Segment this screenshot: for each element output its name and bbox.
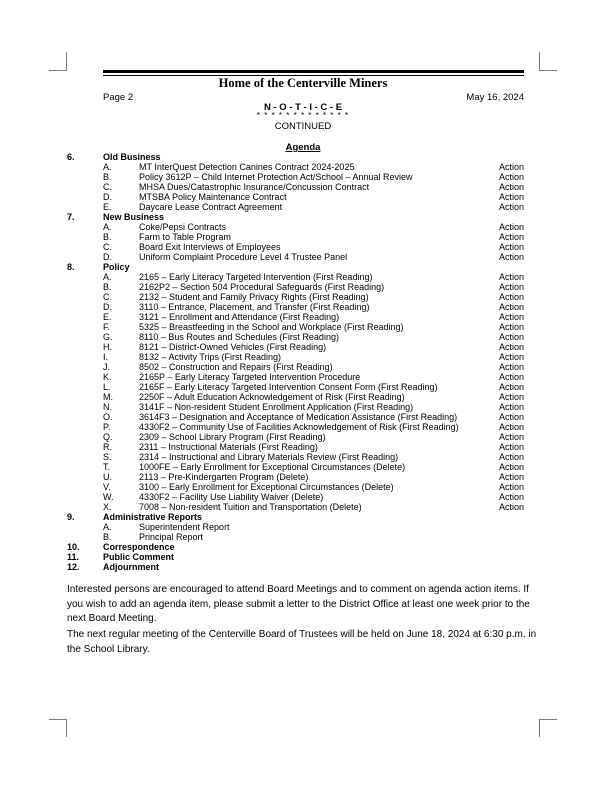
item-action: Action bbox=[499, 462, 525, 472]
item-action: Action bbox=[499, 442, 525, 452]
item-action: Action bbox=[499, 352, 525, 362]
item-text: Board Exit Interviews of Employees bbox=[139, 242, 281, 252]
item-letter: C. bbox=[103, 182, 112, 192]
agenda-item bbox=[0, 392, 606, 402]
item-action: Action bbox=[499, 492, 525, 502]
agenda-item bbox=[0, 522, 606, 532]
item-text: MTSBA Policy Maintenance Contract bbox=[139, 192, 287, 202]
agenda-section bbox=[0, 562, 606, 572]
item-letter: V. bbox=[103, 482, 111, 492]
item-action: Action bbox=[499, 312, 525, 322]
section-number: 6. bbox=[67, 152, 75, 162]
agenda-heading: Agenda bbox=[285, 142, 321, 153]
item-letter: A. bbox=[103, 522, 112, 532]
crop-mark-top-right-v bbox=[539, 52, 540, 70]
item-letter: O. bbox=[103, 412, 113, 422]
section-title: Policy bbox=[103, 262, 130, 272]
item-letter: B. bbox=[103, 172, 112, 182]
meeting-date: May 16, 2024 bbox=[466, 92, 524, 103]
section-title: Adjournment bbox=[103, 562, 159, 572]
agenda-item bbox=[0, 182, 606, 192]
agenda-item bbox=[0, 292, 606, 302]
item-letter: T. bbox=[103, 462, 111, 472]
item-action: Action bbox=[499, 302, 525, 312]
item-text: 2165F – Early Literacy Targeted Intervention Consent Form (First Reading) bbox=[139, 382, 438, 392]
item-letter: E. bbox=[103, 202, 112, 212]
item-letter: A. bbox=[103, 162, 112, 172]
item-text: 8132 – Activity Trips (First Reading) bbox=[139, 352, 282, 362]
document-title: Home of the Centerville Miners bbox=[218, 76, 388, 90]
item-text: Coke/Pepsi Contracts bbox=[139, 222, 227, 232]
agenda-item bbox=[0, 452, 606, 462]
agenda-section bbox=[0, 212, 606, 222]
item-letter: C. bbox=[103, 292, 112, 302]
item-action: Action bbox=[499, 292, 525, 302]
agenda-item bbox=[0, 472, 606, 482]
item-letter: B. bbox=[103, 232, 112, 242]
agenda-item bbox=[0, 362, 606, 372]
item-text: 5325 – Breastfeeding in the School and Workplace (First Reading) bbox=[139, 322, 404, 332]
agenda-section bbox=[0, 552, 606, 562]
item-letter: M. bbox=[103, 392, 113, 402]
item-text: 3614F3 – Designation and Acceptance of Medication Assistance (First Reading) bbox=[139, 412, 458, 422]
item-action: Action bbox=[499, 472, 525, 482]
item-letter: B. bbox=[103, 532, 112, 542]
crop-mark-top-left-h bbox=[49, 70, 67, 71]
item-text: 2314 – Instructional and Library Materials Review (First Reading) bbox=[139, 452, 399, 462]
item-action: Action bbox=[499, 202, 525, 212]
agenda-item bbox=[0, 232, 606, 242]
item-letter: U. bbox=[103, 472, 112, 482]
item-letter: A. bbox=[103, 272, 112, 282]
item-text: Uniform Complaint Procedure Level 4 Trustee Panel bbox=[139, 252, 348, 262]
section-title: Administrative Reports bbox=[103, 512, 203, 522]
agenda-item bbox=[0, 412, 606, 422]
agenda-item bbox=[0, 352, 606, 362]
section-title: Correspondence bbox=[103, 542, 175, 552]
item-text: 8502 – Construction and Repairs (First Reading) bbox=[139, 362, 333, 372]
agenda-item bbox=[0, 382, 606, 392]
agenda-item bbox=[0, 222, 606, 232]
notice-heading: N - O - T - I - C - E bbox=[263, 102, 343, 113]
section-number: 8. bbox=[67, 262, 75, 272]
item-text: 8121 – District-Owned Vehicles (First Reading) bbox=[139, 342, 327, 352]
item-text: 2113 – Pre-Kindergarten Program (Delete) bbox=[139, 472, 309, 482]
section-title: Old Business bbox=[103, 152, 161, 162]
agenda-item bbox=[0, 272, 606, 282]
agenda-item bbox=[0, 202, 606, 212]
agenda-item bbox=[0, 502, 606, 512]
item-text: 2311 – Instructional Materials (First Reading) bbox=[139, 442, 318, 452]
item-text: 2250F – Adult Education Acknowledgement of Risk (First Reading) bbox=[139, 392, 405, 402]
item-letter: C. bbox=[103, 242, 112, 252]
item-letter: S. bbox=[103, 452, 112, 462]
item-action: Action bbox=[499, 192, 525, 202]
agenda-item bbox=[0, 372, 606, 382]
agenda-item bbox=[0, 422, 606, 432]
item-action: Action bbox=[499, 282, 525, 292]
footer-paragraph-attend: Interested persons are encouraged to attend Board Meetings and to comment on agenda action items. If you wish to add an agenda item, please submit a letter to the District Office at least one week prior to the next Board Meeting. bbox=[67, 584, 530, 624]
item-action: Action bbox=[499, 372, 525, 382]
agenda-list bbox=[0, 152, 606, 572]
crop-mark-bottom-left-h bbox=[49, 719, 67, 720]
item-action: Action bbox=[499, 502, 525, 512]
item-action: Action bbox=[499, 392, 525, 402]
item-letter: W. bbox=[103, 492, 114, 502]
item-action: Action bbox=[499, 382, 525, 392]
agenda-item bbox=[0, 492, 606, 502]
agenda-item bbox=[0, 172, 606, 182]
item-text: Policy 3612P – Child Internet Protection Act/School – Annual Review bbox=[139, 172, 413, 182]
section-number: 12. bbox=[67, 562, 80, 572]
footer-paragraph-next-meeting: The next regular meeting of the Centerville Board of Trustees will be held on June 18, 2024 at 6:30 p.m. in the School Library. bbox=[67, 629, 537, 655]
section-number: 9. bbox=[67, 512, 75, 522]
crop-mark-top-right-h bbox=[539, 70, 557, 71]
item-letter: K. bbox=[103, 372, 112, 382]
agenda-item bbox=[0, 332, 606, 342]
item-text: 1000FE – Early Enrollment for Exceptional Circumstances (Delete) bbox=[139, 462, 406, 472]
agenda-item bbox=[0, 252, 606, 262]
item-text: 3141F – Non-resident Student Enrollment Application (First Reading) bbox=[139, 402, 414, 412]
agenda-item bbox=[0, 312, 606, 322]
item-action: Action bbox=[499, 242, 525, 252]
item-text: Farm to Table Program bbox=[139, 232, 231, 242]
section-title: Public Comment bbox=[103, 552, 175, 562]
agenda-section bbox=[0, 262, 606, 272]
agenda-item bbox=[0, 442, 606, 452]
item-text: 2165P – Early Literacy Targeted Intervention Procedure bbox=[139, 372, 361, 382]
agenda-item bbox=[0, 482, 606, 492]
crop-mark-bottom-right-h bbox=[539, 719, 557, 720]
agenda-section bbox=[0, 542, 606, 552]
item-action: Action bbox=[499, 232, 525, 242]
item-text: 2309 – School Library Program (First Reading) bbox=[139, 432, 326, 442]
item-letter: E. bbox=[103, 312, 112, 322]
item-letter: B. bbox=[103, 282, 112, 292]
section-number: 11. bbox=[67, 552, 80, 562]
item-letter: I. bbox=[103, 352, 109, 362]
item-action: Action bbox=[499, 172, 525, 182]
item-text: Principal Report bbox=[139, 532, 204, 542]
item-text: 3100 – Early Enrollment for Exceptional Circumstances (Delete) bbox=[139, 482, 394, 492]
item-letter: H. bbox=[103, 342, 112, 352]
item-letter: L. bbox=[103, 382, 111, 392]
item-action: Action bbox=[499, 362, 525, 372]
item-letter: F. bbox=[103, 322, 111, 332]
item-text: 8110 – Bus Routes and Schedules (First Reading) bbox=[139, 332, 339, 342]
agenda-item bbox=[0, 322, 606, 332]
item-text: 3110 – Entrance, Placement, and Transfer (First Reading) bbox=[139, 302, 370, 312]
section-title: New Business bbox=[103, 212, 165, 222]
header-rule-thick bbox=[103, 70, 524, 73]
item-text: 7008 – Non-resident Tuition and Transportation (Delete) bbox=[139, 502, 362, 512]
item-action: Action bbox=[499, 222, 525, 232]
item-letter: G. bbox=[103, 332, 113, 342]
crop-mark-bottom-left-v bbox=[66, 719, 67, 737]
item-letter: J. bbox=[103, 362, 111, 372]
item-action: Action bbox=[499, 452, 525, 462]
item-letter: D. bbox=[103, 302, 112, 312]
item-action: Action bbox=[499, 412, 525, 422]
agenda-item bbox=[0, 462, 606, 472]
continued-label: CONTINUED bbox=[274, 121, 332, 132]
item-action: Action bbox=[499, 182, 525, 192]
page-number: Page 2 bbox=[103, 92, 134, 103]
agenda-item bbox=[0, 192, 606, 202]
crop-mark-bottom-right-v bbox=[539, 719, 540, 737]
star-divider: * * * * * * * * * * * * * bbox=[256, 111, 350, 120]
agenda-section bbox=[0, 152, 606, 162]
item-letter: P. bbox=[103, 422, 111, 432]
item-letter: D. bbox=[103, 192, 112, 202]
item-text: Daycare Lease Contract Agreement bbox=[139, 202, 283, 212]
item-action: Action bbox=[499, 482, 525, 492]
agenda-item bbox=[0, 432, 606, 442]
section-number: 7. bbox=[67, 212, 75, 222]
item-action: Action bbox=[499, 422, 525, 432]
agenda-item bbox=[0, 342, 606, 352]
item-letter: N. bbox=[103, 402, 112, 412]
item-action: Action bbox=[499, 322, 525, 332]
agenda-item bbox=[0, 532, 606, 542]
item-action: Action bbox=[499, 252, 525, 262]
item-letter: A. bbox=[103, 222, 112, 232]
item-letter: D. bbox=[103, 252, 112, 262]
item-text: 2165 – Early Literacy Targeted Intervention (First Reading) bbox=[139, 272, 373, 282]
agenda-section bbox=[0, 512, 606, 522]
item-letter: Q. bbox=[103, 432, 113, 442]
item-action: Action bbox=[499, 272, 525, 282]
item-letter: R. bbox=[103, 442, 112, 452]
agenda-item bbox=[0, 402, 606, 412]
item-action: Action bbox=[499, 432, 525, 442]
item-text: 4330F2 – Community Use of Facilities Acknowledgement of Risk (First Reading) bbox=[139, 422, 459, 432]
item-text: 3121 – Enrollment and Attendance (First Reading) bbox=[139, 312, 340, 322]
item-text: 2162P2 – Section 504 Procedural Safeguards (First Reading) bbox=[139, 282, 385, 292]
agenda-item bbox=[0, 162, 606, 172]
agenda-item bbox=[0, 242, 606, 252]
item-action: Action bbox=[499, 402, 525, 412]
crop-mark-top-left-v bbox=[66, 52, 67, 70]
item-text: 4330F2 – Facility Use Liability Waiver (Delete) bbox=[139, 492, 324, 502]
item-text: 2132 – Student and Family Privacy Rights (First Reading) bbox=[139, 292, 369, 302]
item-text: MHSA Dues/Catastrophic Insurance/Concussion Contract bbox=[139, 182, 370, 192]
agenda-item bbox=[0, 282, 606, 292]
item-text: MT InterQuest Detection Canines Contract 2024-2025 bbox=[139, 162, 355, 172]
item-letter: X. bbox=[103, 502, 112, 512]
item-action: Action bbox=[499, 332, 525, 342]
section-number: 10. bbox=[67, 542, 80, 552]
item-action: Action bbox=[499, 162, 525, 172]
agenda-item bbox=[0, 302, 606, 312]
item-text: Superintendent Report bbox=[139, 522, 230, 532]
item-action: Action bbox=[499, 342, 525, 352]
